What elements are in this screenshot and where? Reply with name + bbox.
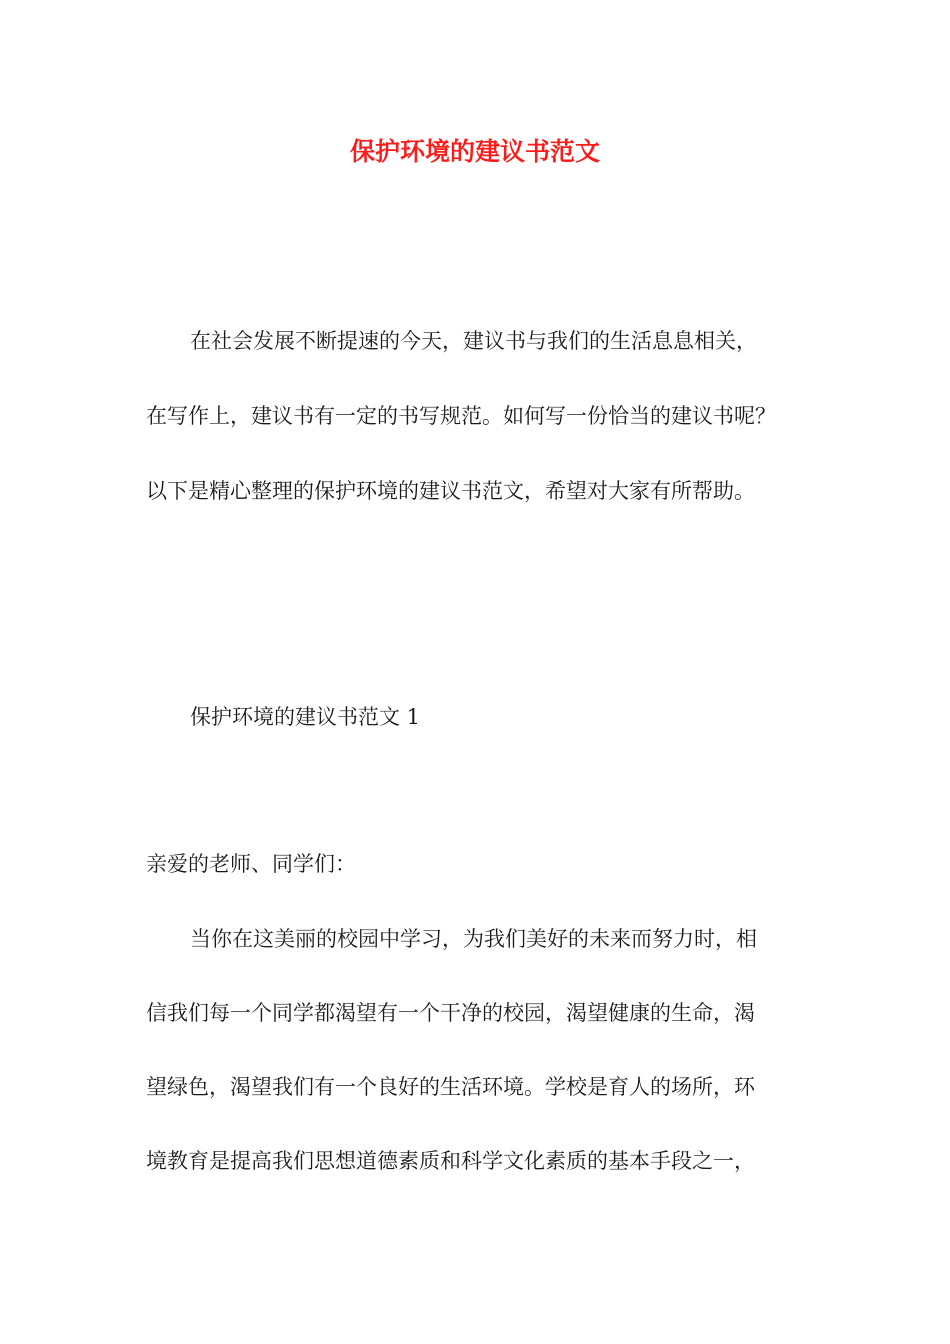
intro-line-2: 在写作上，建议书有一定的书写规范。如何写一份恰当的建议书呢？ bbox=[146, 404, 776, 428]
body-line-4: 境教育是提高我们思想道德素质和科学文化素质的基本手段之一， bbox=[146, 1149, 755, 1173]
section-subtitle: 保护环境的建议书范文 1 bbox=[190, 705, 421, 729]
document-title: 保护环境的建议书范文 bbox=[349, 137, 600, 166]
body-line-3: 望绿色，渴望我们有一个良好的生活环境。学校是育人的场所，环 bbox=[146, 1075, 755, 1099]
intro-line-1: 在社会发展不断提速的今天，建议书与我们的生活息息相关， bbox=[190, 329, 757, 353]
intro-line-3: 以下是精心整理的保护环境的建议书范文，希望对大家有所帮助。 bbox=[146, 479, 755, 503]
body-line-2: 信我们每一个同学都渴望有一个干净的校园，渴望健康的生命，渴 bbox=[146, 1001, 755, 1025]
letter-greeting: 亲爱的老师、同学们： bbox=[146, 852, 356, 876]
body-line-1: 当你在这美丽的校园中学习，为我们美好的未来而努力时，相 bbox=[190, 927, 757, 951]
